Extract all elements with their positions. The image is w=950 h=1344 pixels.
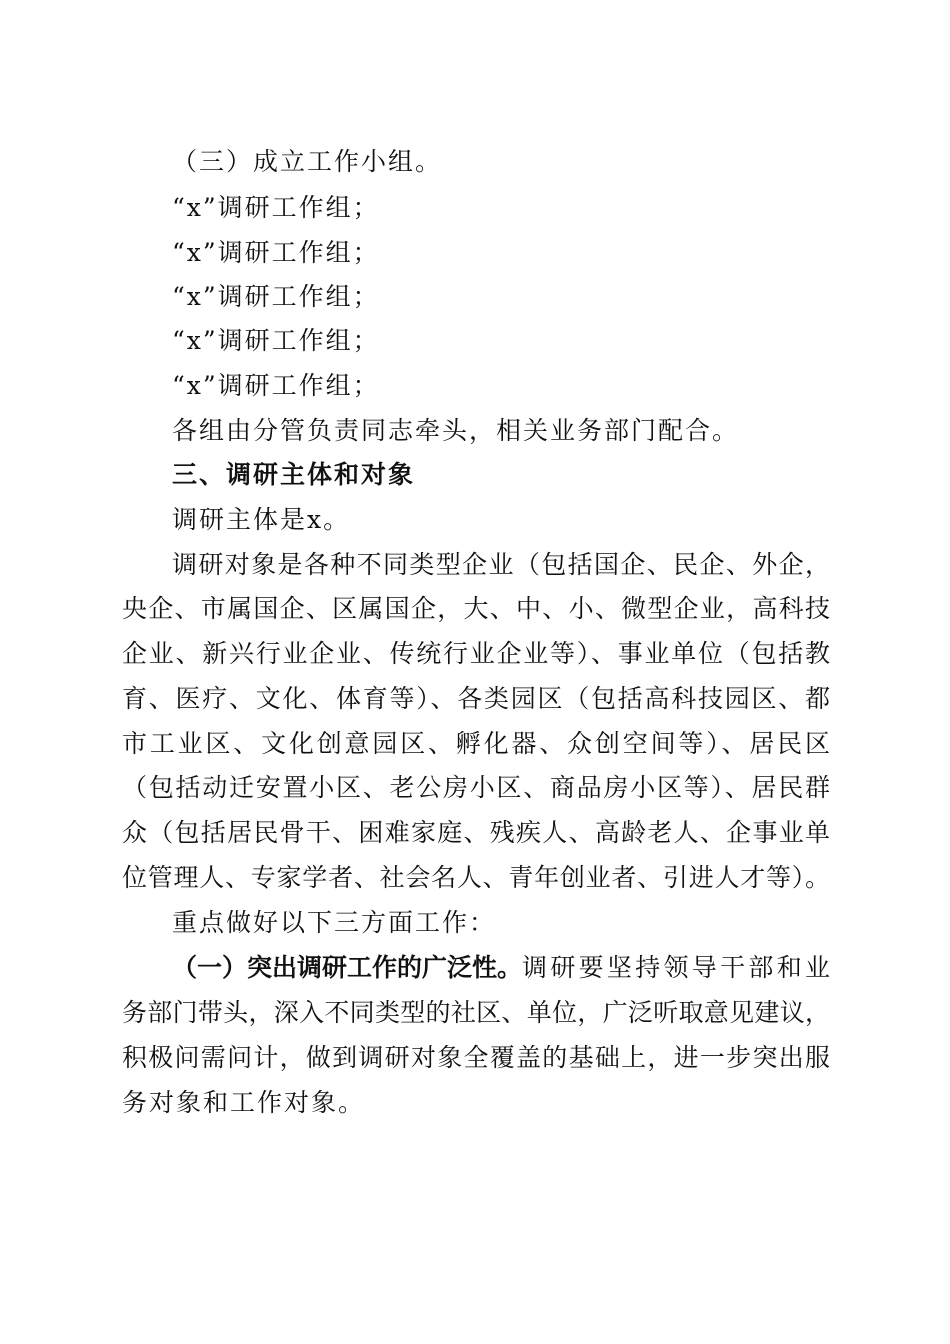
group-item: “x”调研工作组； (172, 193, 380, 222)
point-1-line: 务部门带头，深入不同类型的社区、单位，广泛听取意见建议， (122, 998, 830, 1027)
point-1-line: 积极问需问计，做到调研对象全覆盖的基础上，进一步突出服 (122, 1043, 830, 1072)
objects-line: （包括动迁安置小区、老公房小区、商品房小区等）、居民群 (122, 773, 830, 802)
groups-note: 各组由分管负责同志牵头，相关业务部门配合。 (172, 416, 740, 445)
group-item: “x”调研工作组； (172, 238, 380, 267)
objects-line: 育、医疗、文化、体育等）、各类园区（包括高科技园区、都 (122, 684, 830, 713)
group-item: “x”调研工作组； (172, 326, 380, 355)
objects-line: 众（包括居民骨干、困难家庭、残疾人、高龄老人、企事业单 (122, 818, 830, 847)
focus-intro: 重点做好以下三方面工作： (172, 908, 497, 937)
subsection-3-title: （三）成立工作小组。 (172, 147, 443, 176)
group-item: “x”调研工作组； (172, 371, 380, 400)
point-1-text: 调研要坚持领导干部和业 (522, 953, 830, 982)
objects-line: 企业、新兴行业企业、传统行业企业等）、事业单位（包括教 (122, 639, 830, 668)
group-item: “x”调研工作组； (172, 282, 380, 311)
objects-line: 市工业区、文化创意园区、孵化器、众创空间等）、居民区 (122, 729, 830, 758)
section-3-heading: 三、调研主体和对象 (172, 460, 416, 489)
objects-line: 位管理人、专家学者、社会名人、青年创业者、引进人才等）。 (122, 863, 830, 892)
point-1-title: （一）突出调研工作的广泛性。 (172, 953, 523, 982)
objects-line: 央企、市属国企、区属国企，大、中、小、微型企业，高科技 (122, 594, 830, 623)
point-1-first-line (172, 953, 830, 983)
objects-line: 调研对象是各种不同类型企业（包括国企、民企、外企， (172, 550, 830, 579)
subject-line: 调研主体是x。 (172, 505, 351, 534)
point-1-line: 务对象和工作对象。 (122, 1088, 366, 1117)
